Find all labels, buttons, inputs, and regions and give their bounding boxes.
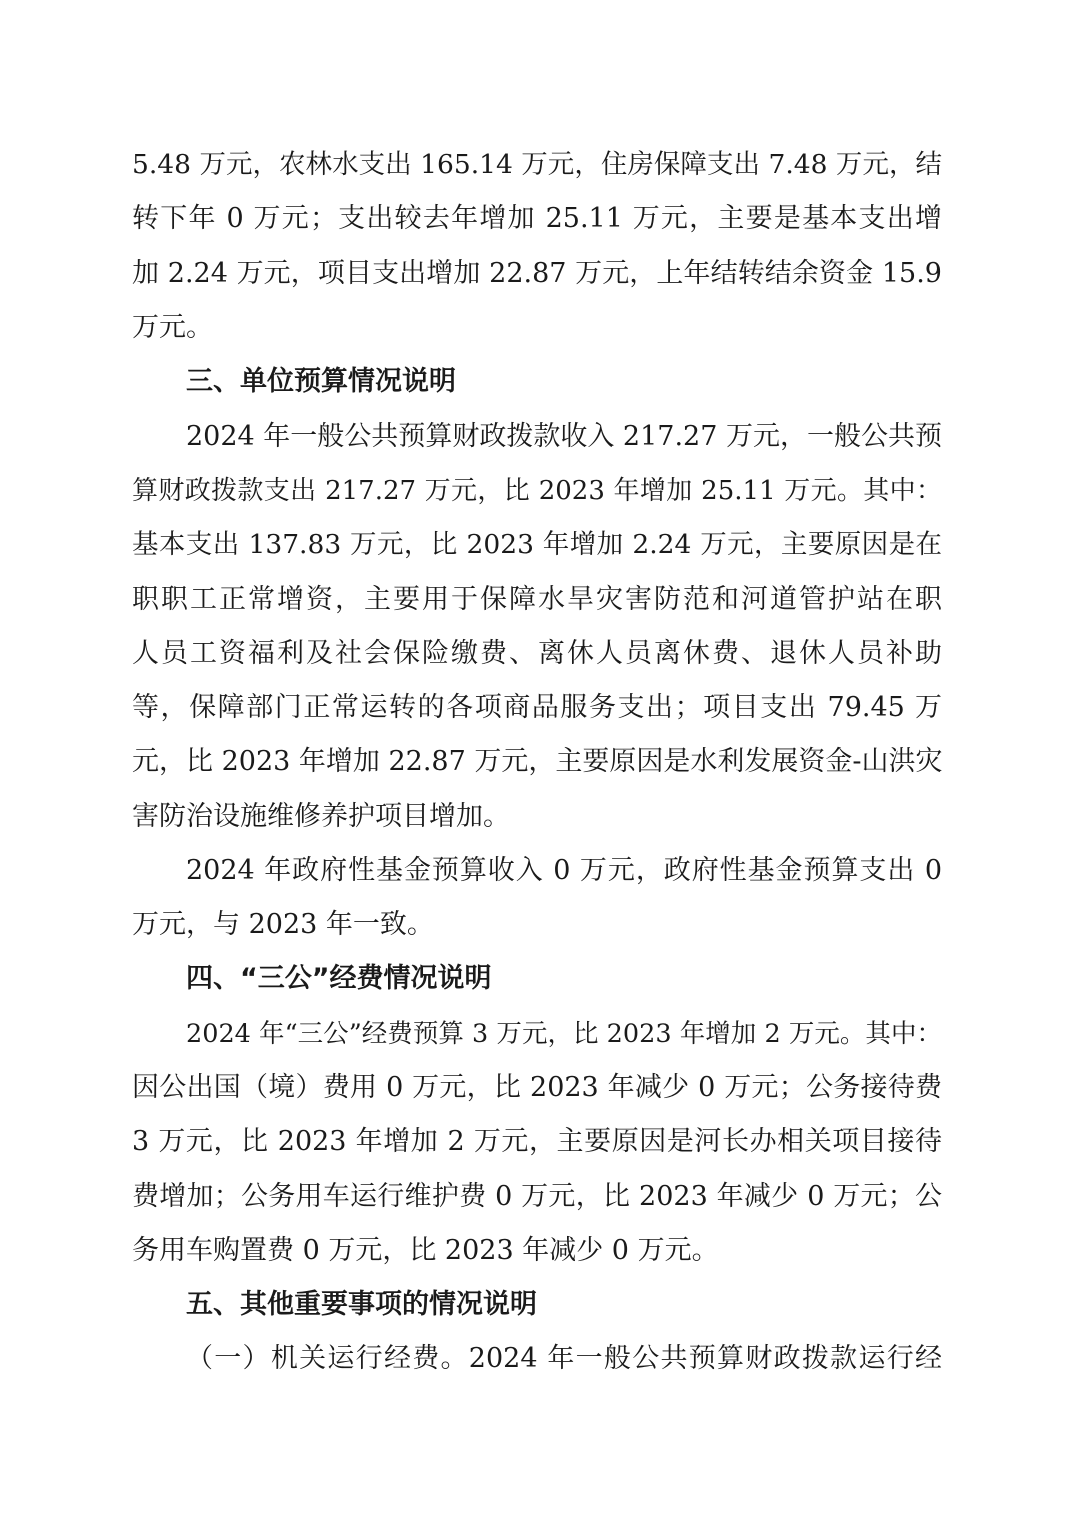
- section-heading: 五、其他重要事项的情况说明: [186, 1289, 537, 1320]
- paragraph-line: 职职工正常增资，主要用于保障水旱灾害防范和河道管护站在职: [132, 584, 942, 615]
- paragraph-line: 害防治设施维修养护项目增加。: [132, 801, 510, 832]
- paragraph-line: 元，比 2023 年增加 22.87 万元，主要原因是水利发展资金-山洪灾: [132, 746, 943, 777]
- paragraph-line: 等，保障部门正常运转的各项商品服务支出；项目支出 79.45 万: [132, 692, 942, 723]
- paragraph-line: 2024 年一般公共预算财政拨款收入 217.27 万元，一般公共预: [186, 421, 942, 452]
- paragraph-line: （一）机关运行经费。2024 年一般公共预算财政拨款运行经: [186, 1343, 942, 1374]
- paragraph-line: 算财政拨款支出 217.27 万元，比 2023 年增加 25.11 万元。其中：: [132, 476, 942, 506]
- paragraph-line: 转下年 0 万元；支出较去年增加 25.11 万元，主要是基本支出增: [132, 203, 942, 234]
- section-heading: 三、单位预算情况说明: [186, 366, 456, 397]
- paragraph-line: 基本支出 137.83 万元，比 2023 年增加 2.24 万元，主要原因是在: [132, 529, 942, 560]
- paragraph-line: 人员工资福利及社会保险缴费、离休人员离休费、退休人员补助: [132, 638, 942, 669]
- paragraph-line: 3 万元，比 2023 年增加 2 万元，主要原因是河长办相关项目接待: [132, 1126, 942, 1157]
- paragraph-line: 万元，与 2023 年一致。: [132, 909, 434, 940]
- paragraph-line: 因公出国（境）费用 0 万元，比 2023 年减少 0 万元；公务接待费: [132, 1072, 942, 1103]
- paragraph-line: 费增加；公务用车运行维护费 0 万元，比 2023 年减少 0 万元；公: [132, 1181, 942, 1212]
- paragraph-line: 万元。: [132, 312, 213, 343]
- paragraph-line: 加 2.24 万元，项目支出增加 22.87 万元，上年结转结余资金 15.9: [132, 258, 942, 289]
- section-heading: 四、“三公”经费情况说明: [186, 963, 492, 994]
- paragraph-line: 务用车购置费 0 万元，比 2023 年减少 0 万元。: [132, 1235, 719, 1266]
- paragraph-line: 2024 年政府性基金预算收入 0 万元，政府性基金预算支出 0: [186, 855, 942, 886]
- paragraph-line: 5.48 万元，农林水支出 165.14 万元，住房保障支出 7.48 万元，结: [132, 149, 942, 180]
- paragraph-line: 2024 年“三公”经费预算 3 万元，比 2023 年增加 2 万元。其中：: [186, 1019, 942, 1049]
